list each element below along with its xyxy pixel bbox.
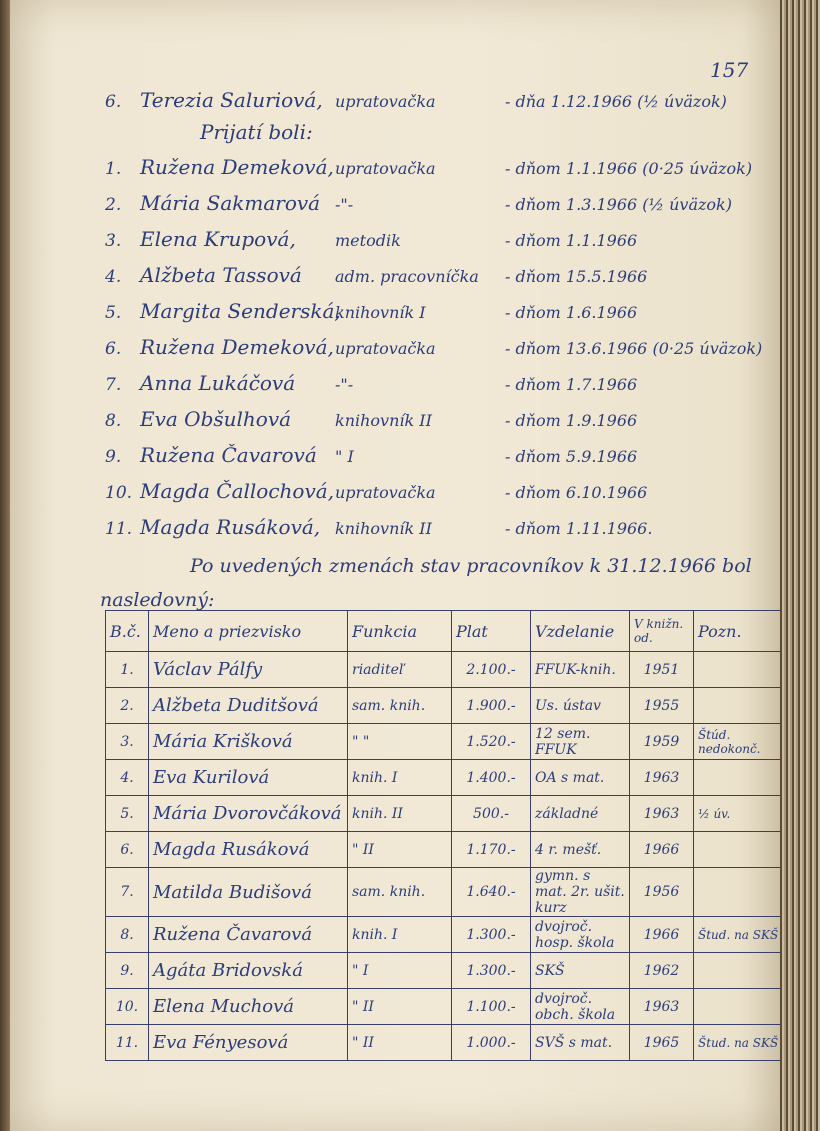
staff-name: Mária Dvorovčáková — [149, 796, 348, 832]
staff-salary: 2.100.- — [452, 652, 531, 688]
hired-entry — [105, 443, 775, 473]
staff-since-year: 1959 — [630, 724, 694, 760]
staff-since-year: 1965 — [630, 1025, 694, 1061]
entry-number: 6. — [105, 92, 122, 112]
staff-education: gymn. s mat. 2r. ušit. kurz — [531, 868, 630, 917]
entry-name: Margita Senderská, — [140, 299, 341, 323]
hired-heading: Prijatí boli: — [200, 120, 313, 144]
hired-entry — [105, 227, 775, 257]
staff-since-year: 1966 — [630, 917, 694, 953]
row-number: 2. — [106, 688, 149, 724]
table-row — [106, 652, 790, 688]
entry-function: upratovačka — [335, 483, 436, 502]
entry-number: 9. — [105, 447, 122, 467]
staff-function: sam. knih. — [348, 688, 452, 724]
departure-entry — [105, 88, 775, 118]
staff-education: základné — [531, 796, 630, 832]
entry-name: Anna Lukáčová — [140, 371, 296, 395]
hired-entry — [105, 335, 775, 365]
page-number: 157 — [710, 58, 749, 82]
staff-note: Štud. na SKŠ — [694, 1025, 790, 1061]
staff-salary: 1.520.- — [452, 724, 531, 760]
entry-name: Magda Čallochová, — [140, 479, 335, 503]
staff-function: " II — [348, 1025, 452, 1061]
table-row — [106, 832, 790, 868]
col-header-since: V knižn. od. — [630, 611, 694, 652]
summary-line-2: nasledovný: — [100, 589, 215, 611]
staff-name: Matilda Budišová — [149, 868, 348, 917]
row-number: 5. — [106, 796, 149, 832]
staff-note: Štúd. nedokonč. — [694, 724, 790, 760]
staff-salary: 1.100.- — [452, 989, 531, 1025]
staff-name: Alžbeta Duditšová — [149, 688, 348, 724]
staff-function: riaditeľ — [348, 652, 452, 688]
notebook-page — [10, 0, 780, 1131]
staff-salary: 1.640.- — [452, 868, 531, 917]
entry-date: - dňom 1.1.1966 — [505, 231, 638, 250]
staff-function: knih. II — [348, 796, 452, 832]
entry-name: Eva Obšulhová — [140, 407, 292, 431]
page-stack-edge — [780, 0, 820, 1131]
staff-salary: 1.300.- — [452, 953, 531, 989]
row-number: 9. — [106, 953, 149, 989]
staff-salary: 1.300.- — [452, 917, 531, 953]
row-number: 10. — [106, 989, 149, 1025]
staff-salary: 1.000.- — [452, 1025, 531, 1061]
staff-note — [694, 868, 790, 917]
staff-note — [694, 989, 790, 1025]
row-number: 11. — [106, 1025, 149, 1061]
entry-function: " I — [335, 447, 354, 466]
col-header-education: Vzdelanie — [531, 611, 630, 652]
entry-date: - dňom 5.9.1966 — [505, 447, 638, 466]
staff-function: knih. I — [348, 760, 452, 796]
summary-line-1: Po uvedených zmenách stav pracovníkov k 31.12.1966 bol — [190, 555, 752, 577]
staff-since-year: 1951 — [630, 652, 694, 688]
staff-name: Ružena Čavarová — [149, 917, 348, 953]
row-number: 1. — [106, 652, 149, 688]
entry-function: knihovník I — [335, 303, 426, 322]
entry-name: Ružena Demeková, — [140, 335, 334, 359]
entry-function: metodik — [335, 231, 401, 250]
staff-since-year: 1963 — [630, 989, 694, 1025]
entry-number: 5. — [105, 303, 122, 323]
row-number: 3. — [106, 724, 149, 760]
staff-name: Mária Krišková — [149, 724, 348, 760]
staff-education: OA s mat. — [531, 760, 630, 796]
staff-education: SVŠ s mat. — [531, 1025, 630, 1061]
staff-table — [105, 610, 790, 1061]
staff-function: " I — [348, 953, 452, 989]
entry-number: 8. — [105, 411, 122, 431]
entry-function: upratovačka — [335, 92, 436, 111]
staff-note: ½ úv. — [694, 796, 790, 832]
entry-number: 10. — [105, 483, 133, 503]
entry-name: Ružena Čavarová — [140, 443, 317, 467]
staff-since-year: 1962 — [630, 953, 694, 989]
staff-education: dvojroč. hosp. škola — [531, 917, 630, 953]
entry-name: Ružena Demeková, — [140, 155, 334, 179]
row-number: 6. — [106, 832, 149, 868]
row-number: 4. — [106, 760, 149, 796]
entry-name: Mária Sakmarová — [140, 191, 321, 215]
hired-entry — [105, 155, 775, 185]
entry-name: Elena Krupová, — [140, 227, 296, 251]
staff-education: 12 sem. FFUK — [531, 724, 630, 760]
staff-name: Magda Rusáková — [149, 832, 348, 868]
staff-function: " II — [348, 832, 452, 868]
entry-function: knihovník II — [335, 519, 432, 538]
hired-entry — [105, 515, 775, 545]
entry-number: 6. — [105, 339, 122, 359]
entry-date: - dňom 13.6.1966 (0·25 úväzok) — [505, 339, 763, 358]
staff-since-year: 1956 — [630, 868, 694, 917]
entry-number: 2. — [105, 195, 122, 215]
table-header-row — [106, 611, 790, 652]
entry-date: - dňom 1.1.1966 (0·25 úväzok) — [505, 159, 753, 178]
entry-function: -"- — [335, 195, 354, 214]
table-row — [106, 953, 790, 989]
staff-function: " " — [348, 724, 452, 760]
staff-name: Eva Kurilová — [149, 760, 348, 796]
entry-name: Alžbeta Tassová — [140, 263, 302, 287]
staff-salary: 1.170.- — [452, 832, 531, 868]
entry-number: 7. — [105, 375, 122, 395]
entry-date: - dňa 1.12.1966 (½ úväzok) — [505, 92, 727, 111]
staff-name: Václav Pálfy — [149, 652, 348, 688]
staff-education: dvojroč. obch. škola — [531, 989, 630, 1025]
binding-edge — [0, 0, 10, 1131]
entry-date: - dňom 1.11.1966. — [505, 519, 653, 538]
hired-entry — [105, 479, 775, 509]
row-number: 8. — [106, 917, 149, 953]
staff-education: Us. ústav — [531, 688, 630, 724]
entry-date: - dňom 6.10.1966 — [505, 483, 648, 502]
staff-note — [694, 652, 790, 688]
staff-name: Elena Muchová — [149, 989, 348, 1025]
staff-salary: 500.- — [452, 796, 531, 832]
staff-education: SKŠ — [531, 953, 630, 989]
hired-entry — [105, 263, 775, 293]
entry-number: 3. — [105, 231, 122, 251]
entry-date: - dňom 15.5.1966 — [505, 267, 648, 286]
col-header-function: Funkcia — [348, 611, 452, 652]
staff-name: Agáta Bridovská — [149, 953, 348, 989]
table-row — [106, 760, 790, 796]
entry-function: knihovník II — [335, 411, 432, 430]
entry-number: 11. — [105, 519, 133, 539]
entry-date: - dňom 1.9.1966 — [505, 411, 638, 430]
col-header-salary: Plat — [452, 611, 531, 652]
hired-entry — [105, 299, 775, 329]
entry-function: adm. pracovníčka — [335, 267, 479, 286]
staff-function: " II — [348, 989, 452, 1025]
row-number: 7. — [106, 868, 149, 917]
entry-name: Magda Rusáková, — [140, 515, 321, 539]
staff-function: sam. knih. — [348, 868, 452, 917]
table-row — [106, 796, 790, 832]
staff-since-year: 1955 — [630, 688, 694, 724]
table-row — [106, 724, 790, 760]
col-header-note: Pozn. — [694, 611, 790, 652]
staff-name: Eva Fényesová — [149, 1025, 348, 1061]
col-header-name: Meno a priezvisko — [149, 611, 348, 652]
entry-name: Terezia Saluriová, — [140, 88, 323, 112]
staff-since-year: 1963 — [630, 796, 694, 832]
entry-number: 1. — [105, 159, 122, 179]
staff-note — [694, 832, 790, 868]
table-row — [106, 688, 790, 724]
entry-function: -"- — [335, 375, 354, 394]
entry-function: upratovačka — [335, 339, 436, 358]
staff-since-year: 1963 — [630, 760, 694, 796]
staff-note — [694, 688, 790, 724]
entry-date: - dňom 1.6.1966 — [505, 303, 638, 322]
entry-number: 4. — [105, 267, 122, 287]
staff-note: Štud. na SKŠ — [694, 917, 790, 953]
entry-function: upratovačka — [335, 159, 436, 178]
table-row — [106, 917, 790, 953]
staff-note — [694, 953, 790, 989]
staff-salary: 1.400.- — [452, 760, 531, 796]
table-row — [106, 989, 790, 1025]
staff-since-year: 1966 — [630, 832, 694, 868]
staff-note — [694, 760, 790, 796]
entry-date: - dňom 1.7.1966 — [505, 375, 638, 394]
entry-date: - dňom 1.3.1966 (½ úväzok) — [505, 195, 732, 214]
staff-function: knih. I — [348, 917, 452, 953]
table-row — [106, 868, 790, 917]
staff-education: FFUK-knih. — [531, 652, 630, 688]
hired-entry — [105, 407, 775, 437]
staff-salary: 1.900.- — [452, 688, 531, 724]
hired-entry — [105, 371, 775, 401]
staff-education: 4 r. mešť. — [531, 832, 630, 868]
col-header-number: B.č. — [106, 611, 149, 652]
hired-entry — [105, 191, 775, 221]
table-row — [106, 1025, 790, 1061]
